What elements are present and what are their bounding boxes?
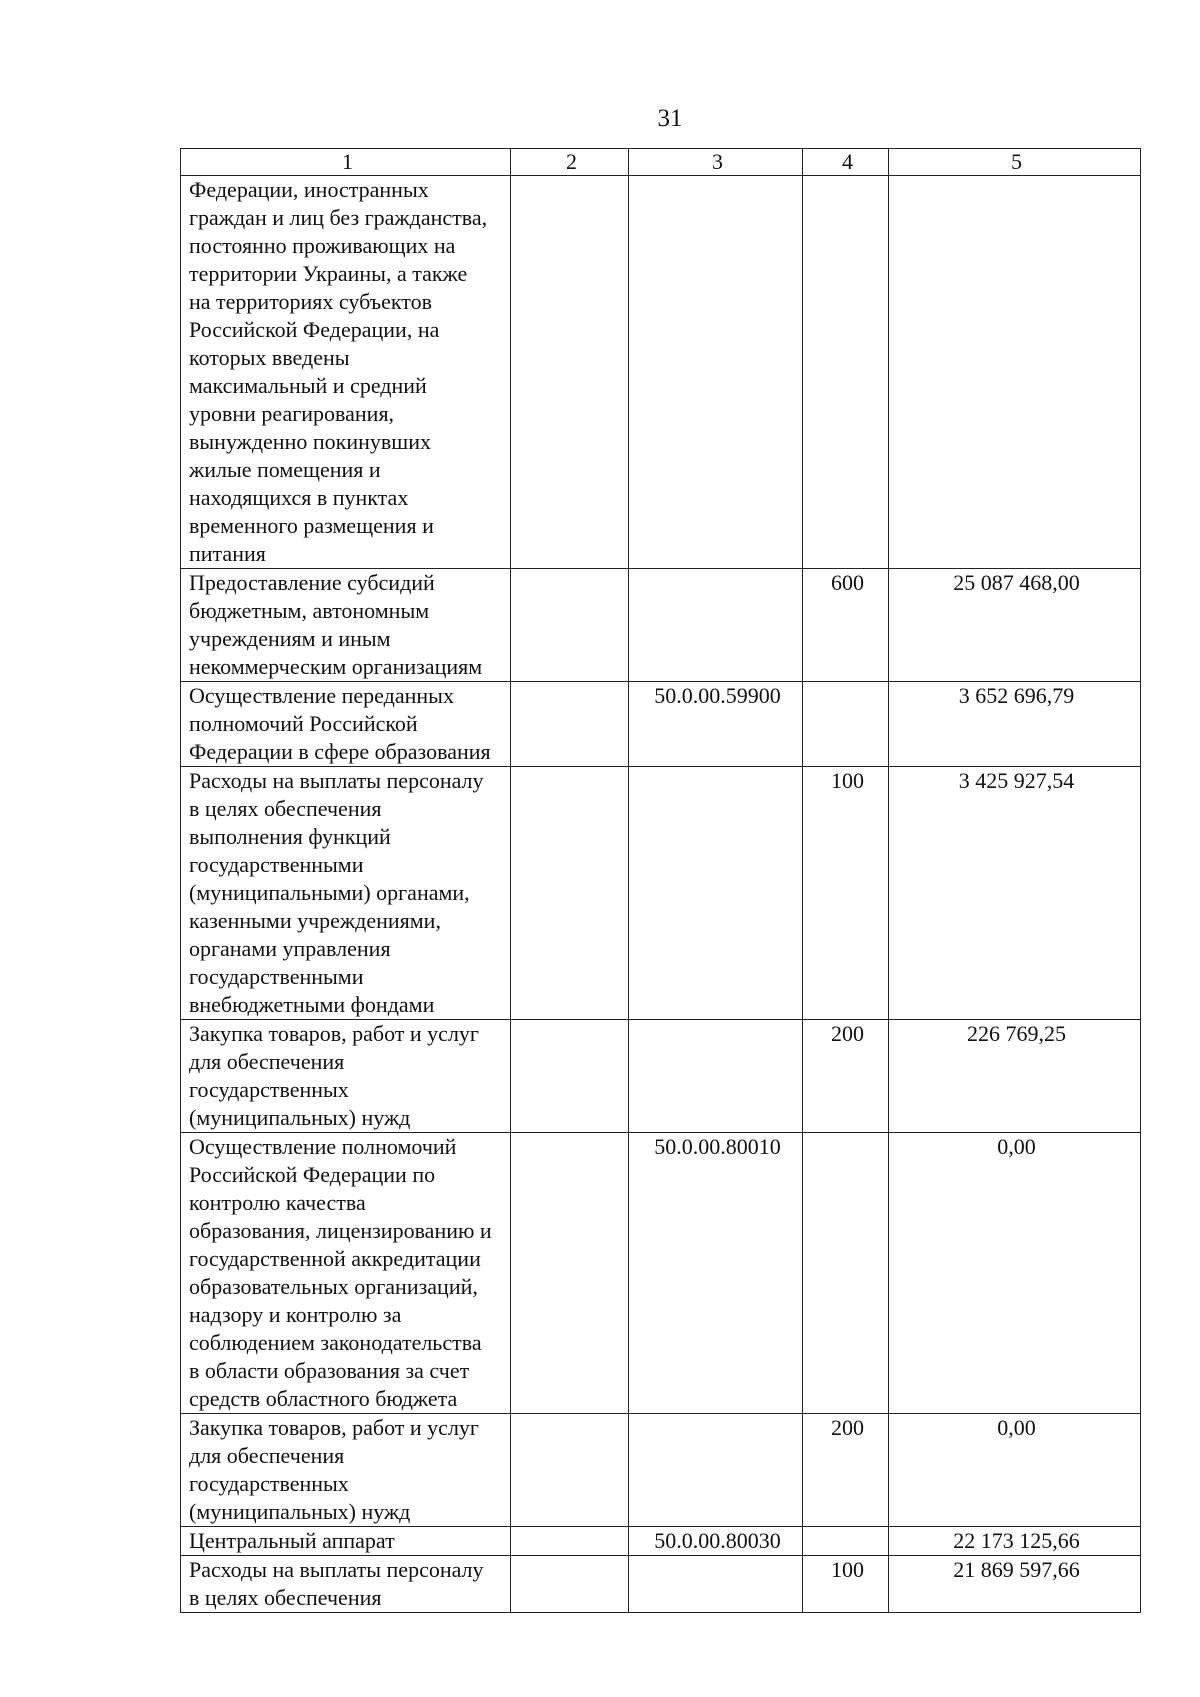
amount-cell — [889, 569, 1141, 682]
expense-type-cell-text: 600 — [831, 570, 864, 595]
expense-name-cell-text: Осуществление переданных полномочий Российской Федерации в сфере образования — [189, 683, 491, 764]
target-code-cell — [629, 767, 803, 1020]
table-row — [181, 176, 1141, 569]
expense-name-cell-text: Центральный аппарат — [189, 1528, 395, 1553]
column-2-cell — [511, 1020, 629, 1133]
expense-type-cell — [803, 1527, 889, 1556]
amount-cell-text: 25 087 468,00 — [953, 570, 1080, 595]
expense-name-cell-text: Расходы на выплаты персоналу в целях обеспечения выполнения функций государственными (муниципальными) органами, казенными учреждениями, органами управления государственными внебюджетными фондами — [189, 768, 484, 1017]
target-code-cell — [629, 176, 803, 569]
target-code-cell-text: 50.0.00.80030 — [654, 1528, 781, 1553]
expense-name-cell — [181, 767, 511, 1020]
table-row — [181, 1414, 1141, 1527]
table-row — [181, 682, 1141, 767]
amount-cell — [889, 1414, 1141, 1527]
amount-cell — [889, 682, 1141, 767]
amount-cell-text: 3 652 696,79 — [958, 683, 1075, 708]
expense-name-cell-text: Закупка товаров, работ и услуг для обеспечения государственных (муниципальных) нужд — [189, 1021, 479, 1130]
column-2-cell — [511, 1133, 629, 1414]
table-row — [181, 1527, 1141, 1556]
column-header: 5 — [889, 149, 1141, 176]
expense-type-cell — [803, 1414, 889, 1527]
expense-type-cell — [803, 1556, 889, 1613]
expense-type-cell-text: 200 — [831, 1415, 864, 1440]
table-row — [181, 1020, 1141, 1133]
amount-cell — [889, 1133, 1141, 1414]
table-row — [181, 767, 1141, 1020]
target-code-cell-text: 50.0.00.59900 — [654, 683, 781, 708]
column-header: 3 — [629, 149, 803, 176]
expense-name-cell — [181, 1556, 511, 1613]
amount-cell-text: 226 769,25 — [967, 1021, 1066, 1046]
amount-cell — [889, 1556, 1141, 1613]
column-2-cell — [511, 569, 629, 682]
column-2-cell — [511, 682, 629, 767]
amount-cell-text: 22 173 125,66 — [953, 1528, 1080, 1553]
target-code-cell — [629, 1414, 803, 1527]
column-2-cell — [511, 176, 629, 569]
amount-cell-text: 21 869 597,66 — [953, 1557, 1080, 1582]
column-2-cell — [511, 1527, 629, 1556]
target-code-cell — [629, 1133, 803, 1414]
amount-cell-text: 3 425 927,54 — [958, 768, 1075, 793]
expense-type-cell — [803, 176, 889, 569]
expense-type-cell — [803, 1133, 889, 1414]
target-code-cell — [629, 569, 803, 682]
expense-name-cell — [181, 1527, 511, 1556]
expense-name-cell-text: Федерации, иностранных граждан и лиц без гражданства, постоянно проживающих на территории Украины, а также на территориях субъектов Российской Федерации, на которых введены максимальный и средний уровни реагирования, вынужденно покинувших жилые помещения и находящихся в пунктах временного размещения и питания — [189, 177, 488, 566]
target-code-cell — [629, 682, 803, 767]
column-header: 4 — [803, 149, 889, 176]
expense-name-cell — [181, 1020, 511, 1133]
expense-type-cell-text: 100 — [831, 768, 864, 793]
expense-type-cell — [803, 569, 889, 682]
target-code-cell — [629, 1556, 803, 1613]
table-row — [181, 1556, 1141, 1613]
expense-type-cell-text: 200 — [831, 1021, 864, 1046]
expense-name-cell — [181, 1414, 511, 1527]
expense-type-cell-text: 100 — [831, 1557, 864, 1582]
expense-name-cell-text: Осуществление полномочий Российской Федерации по контролю качества образования, лицензированию и государственной аккредитации образовательных организаций, надзору и контролю за соблюдением законодательства в области образования за счет средств областного бюджета — [189, 1134, 492, 1411]
expense-name-cell-text: Расходы на выплаты персоналу в целях обеспечения — [189, 1557, 484, 1610]
amount-cell — [889, 1020, 1141, 1133]
column-2-cell — [511, 1414, 629, 1527]
column-2-cell — [511, 1556, 629, 1613]
amount-cell-text: 0,00 — [997, 1134, 1036, 1159]
amount-cell — [889, 176, 1141, 569]
amount-cell — [889, 1527, 1141, 1556]
target-code-cell — [629, 1527, 803, 1556]
expense-type-cell — [803, 767, 889, 1020]
page-number: 31 — [657, 105, 683, 132]
expense-type-cell — [803, 682, 889, 767]
column-header: 1 — [181, 149, 511, 176]
table-row — [181, 1133, 1141, 1414]
column-2-cell — [511, 767, 629, 1020]
target-code-cell — [629, 1020, 803, 1133]
expense-name-cell — [181, 176, 511, 569]
column-header: 2 — [511, 149, 629, 176]
table-row — [181, 569, 1141, 682]
target-code-cell-text: 50.0.00.80010 — [654, 1134, 781, 1159]
expense-name-cell — [181, 1133, 511, 1414]
amount-cell — [889, 767, 1141, 1020]
amount-cell-text: 0,00 — [997, 1415, 1036, 1440]
budget-table — [180, 148, 1141, 1613]
expense-name-cell-text: Закупка товаров, работ и услуг для обеспечения государственных (муниципальных) нужд — [189, 1415, 479, 1524]
expense-name-cell-text: Предоставление субсидий бюджетным, автономным учреждениям и иным некоммерческим организациям — [189, 570, 483, 679]
expense-name-cell — [181, 569, 511, 682]
expense-type-cell — [803, 1020, 889, 1133]
expense-name-cell — [181, 682, 511, 767]
table-header-row — [181, 149, 1141, 176]
